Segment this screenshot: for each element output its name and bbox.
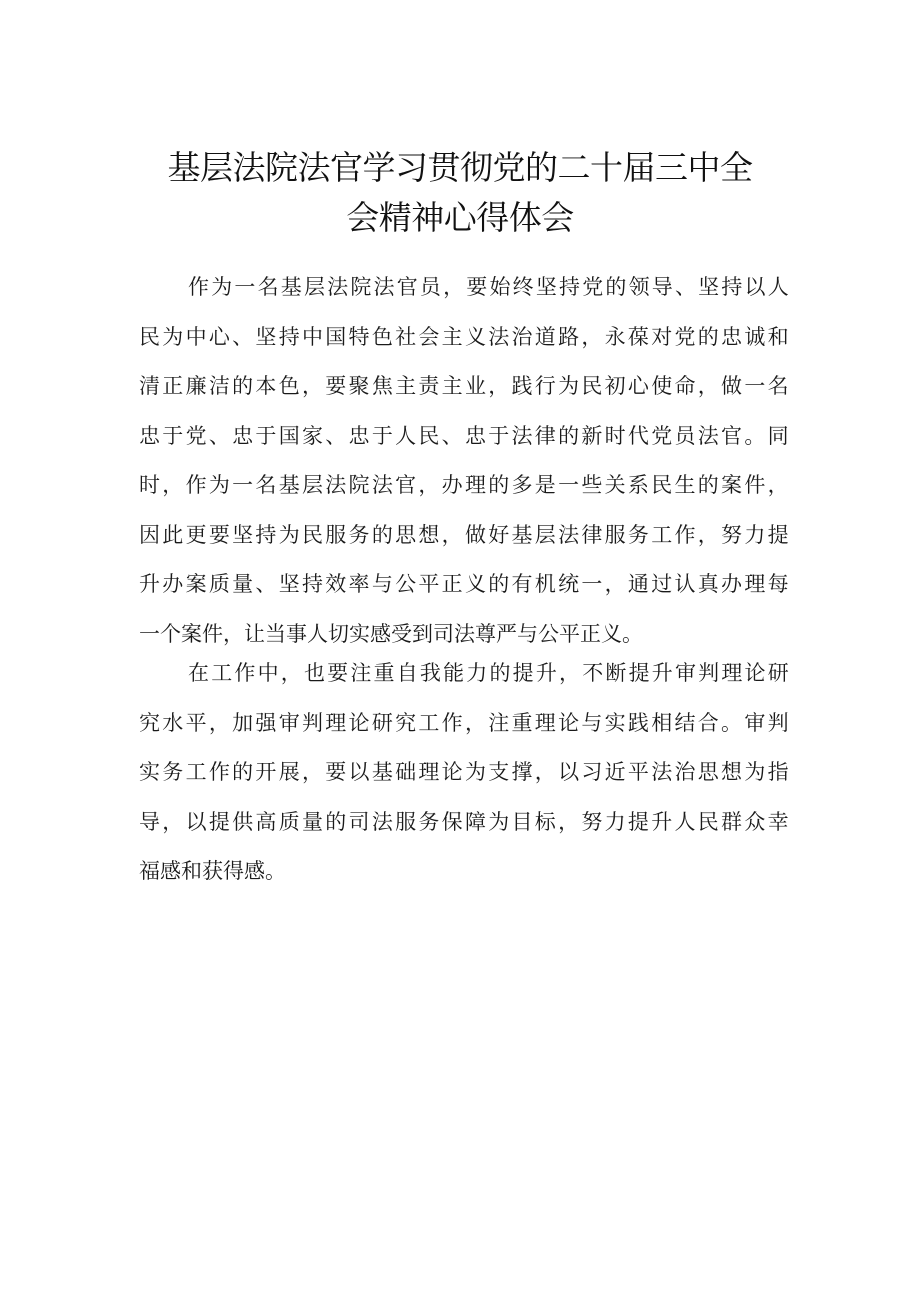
paragraph-line: 民 为 中 心 、 坚 持 中 国 特 色 社 会 主 义 法 治 道 路 ， 永 葆 对 党 的 忠 诚 和 — [139, 324, 789, 349]
paragraph-line: 究 水 平 ， 加 强 审 判 理 论 研 究 工 作 ， 注 重 理 论 与 实 践 相 结 合 。 审 判 — [139, 710, 789, 735]
paragraph-line: 升 办 案 质 量 、 坚 持 效 率 与 公 平 正 义 的 有 机 统 一 ， 通 过 认 真 办 理 每 — [139, 572, 789, 596]
paragraph-line: 作 为 一 名 基 层 法 院 法 官 员 ， 要 始 终 坚 持 党 的 领 导 、 坚 持 以 人 — [188, 275, 789, 299]
paragraph-line: 福感和获得感。 — [139, 859, 286, 883]
paragraph-line: 导 ， 以 提 供 高 质 量 的 司 法 服 务 保 障 为 目 标 ， 努 力 提 升 人 民 群 众 幸 — [139, 809, 789, 834]
paragraph-line: 因 此 更 要 坚 持 为 民 服 务 的 思 想 ， 做 好 基 层 法 律 服 务 工 作 ， 努 力 提 — [139, 522, 789, 547]
document-title-line-2: 会精神心得体会 — [346, 198, 574, 237]
paragraph-line: 在 工 作 中 ， 也 要 注 重 自 我 能 力 的 提 升 ， 不 断 提 升 审 判 理 论 研 — [188, 661, 789, 685]
paragraph-line: 实 务 工 作 的 开 展 ， 要 以 基 础 理 论 为 支 撑 ， 以 习 近 平 法 治 思 想 为 指 — [139, 760, 789, 784]
document-title-line-1: 基层法院法官学习贯彻党的二十届三中全 — [167, 148, 753, 187]
paragraph-line: 忠 于 党 、 忠 于 国 家 、 忠 于 人 民 、 忠 于 法 律 的 新 时 代 党 员 法 官 。 同 — [139, 423, 789, 448]
paragraph-line: 清 正 廉 洁 的 本 色 ， 要 聚 焦 主 责 主 业 ， 践 行 为 民 初 心 使 命 ， 做 一 名 — [139, 374, 789, 398]
paragraph-line: 一个案件，让当事人切实感受到司法尊严与公平正义。 — [139, 621, 643, 646]
paragraph-line: 时 ， 作 为 一 名 基 层 法 院 法 官 ， 办 理 的 多 是 一 些 关 系 民 生 的 案 件 ， — [139, 473, 789, 497]
